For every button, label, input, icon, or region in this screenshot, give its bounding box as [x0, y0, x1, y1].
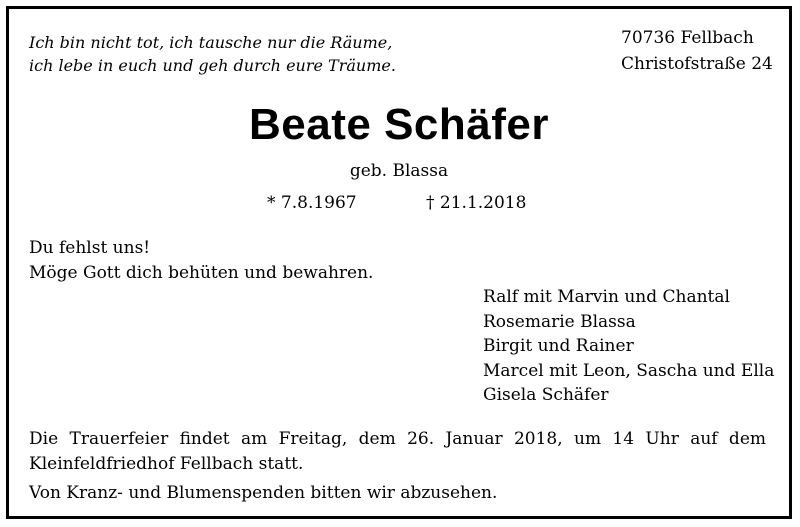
address-city: 70736 Fellbach: [621, 28, 754, 48]
memorial-quote: [29, 31, 396, 77]
address-street: Christofstraße 24: [621, 54, 773, 74]
address-block: [621, 25, 773, 77]
deceased-name: Beate Schäfer: [249, 100, 549, 149]
message-line-1: Du fehlst uns!: [29, 238, 151, 258]
mourner-item: Rosemarie Blassa: [483, 311, 636, 332]
birth-date: * 7.8.1967: [267, 193, 357, 213]
mourners-list: [483, 285, 774, 408]
death-date: † 21.1.2018: [426, 193, 527, 213]
flowers-note: Von Kranz- und Blumenspenden bitten wir abzusehen.: [29, 483, 498, 503]
quote-line-2: ich lebe in euch und geh durch eure Träume.: [29, 56, 396, 75]
funeral-announcement: Die Trauerfeier findet am Freitag, dem 26. Januar 2018, um 14 Uhr auf dem Kleinfeldfriedhof Fellbach statt.: [29, 429, 766, 474]
personal-message: [29, 236, 373, 286]
mourner-item: Ralf mit Marvin und Chantal: [483, 287, 730, 307]
message-line-2: Möge Gott dich behüten und bewahren.: [29, 263, 374, 283]
obituary-notice: [6, 6, 792, 519]
mourner-item: Birgit und Rainer: [483, 336, 634, 356]
maiden-name: geb. Blassa: [349, 161, 449, 181]
mourner-item: Gisela Schäfer: [483, 385, 609, 405]
mourner-item: Marcel mit Leon, Sascha und Ella: [483, 360, 775, 381]
quote-line-1: Ich bin nicht tot, ich tausche nur die Räume,: [29, 33, 393, 52]
